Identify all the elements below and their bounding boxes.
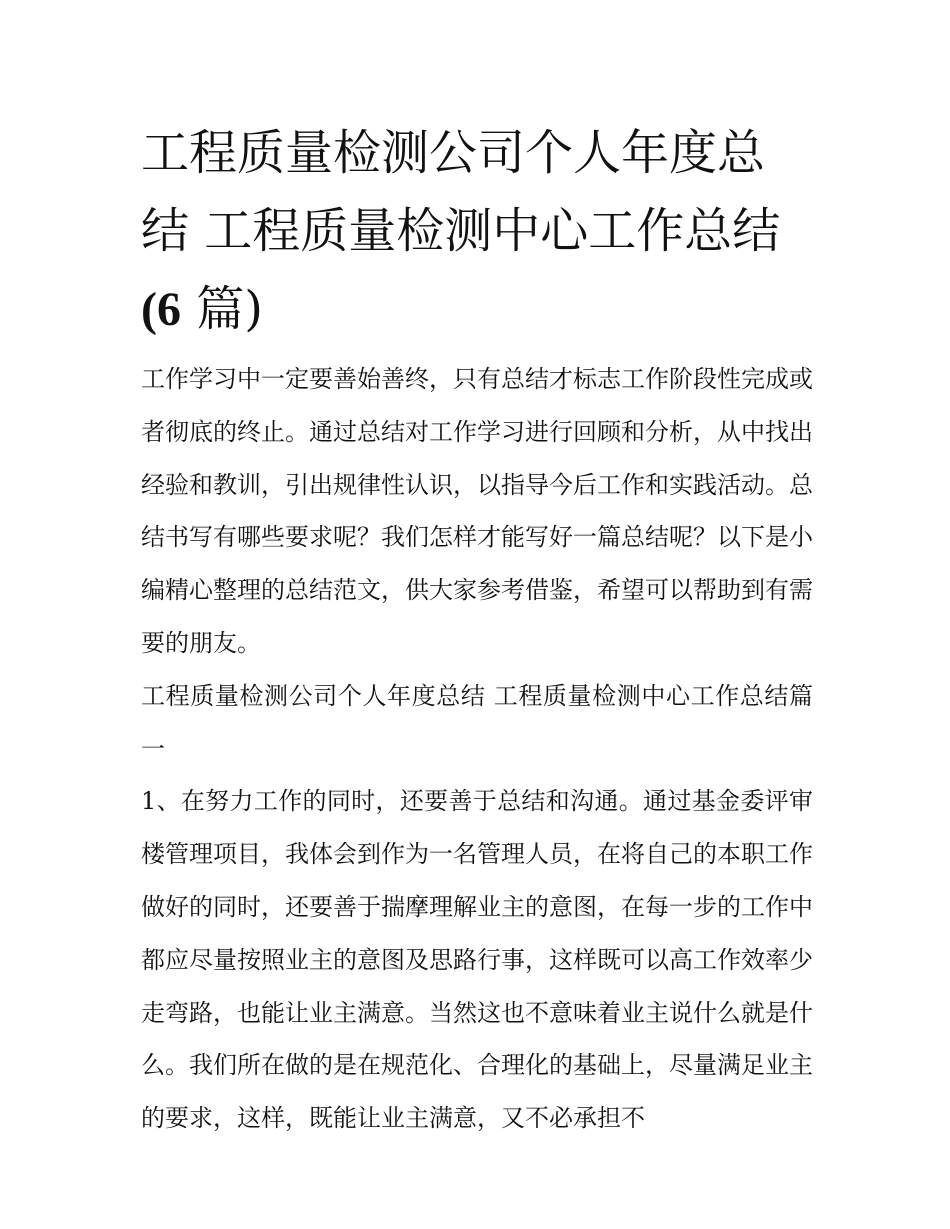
document-title — [141, 114, 813, 349]
title-count-number: (6 — [141, 283, 181, 336]
section-heading: 工程质量检测公司个人年度总结 工程质量检测中心工作总结篇一 — [141, 681, 813, 763]
title-line-1: 工程质量检测公司个人年度总 — [141, 125, 766, 181]
intro-paragraph: 工作学习中一定要善始善终，只有总结才标志工作阶段性完成或者彻底的终止。通过总结对工作学习进行回顾和分析，从中找出经验和教训，引出规律性认识，以指导今后工作和实践活动。总结书写有哪些要求呢？我们怎样才能写好一篇总结呢？以下是小编精心整理的总结范文，供大家参考借鉴，希望可以帮助到有需要的朋友。 — [141, 365, 813, 657]
title-line-2: 结 工程质量检测中心工作总结 — [141, 203, 781, 259]
point-1-paragraph: 1、在努力工作的同时，还要善于总结和沟通。通过基金委评审楼管理项目，我体会到作为一名管理人员，在将自己的本职工作做好的同时，还要善于揣摩理解业主的意图，在每一步的工作中都应尽量按照业主的意图及思路行事，这样既可以高工作效率少走弯路，也能让业主满意。当然这也不意味着业主说什么就是什么。我们所在做的是在规范化、合理化的基础上，尽量满足业主的要求，这样，既能让业主满意，又不必承担不 — [141, 787, 813, 1133]
title-count-text: 篇) — [196, 281, 263, 337]
document-body — [141, 114, 813, 1145]
